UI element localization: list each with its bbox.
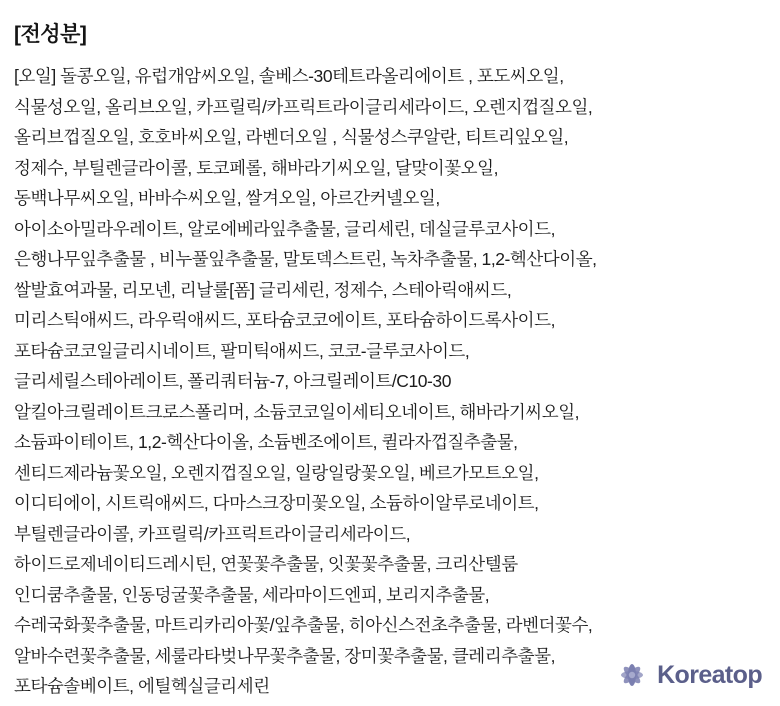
brand-name: Koreatop — [657, 660, 762, 689]
ingredient-line: 쌀발효여과물, 리모넨, 리날룰[폼] 글리세린, 정제수, 스테아릭애씨드, — [14, 279, 512, 300]
ingredient-line: 하이드로제네이티드레시틴, 연꽃꽃추출물, 잇꽃꽃추출물, 크리산텔룸 — [14, 554, 518, 575]
page-title: [전성분] — [14, 23, 87, 46]
ingredient-line: 글리세릴스테아레이트, 폴리쿼터늄-7, 아크릴레이트/C10-30 — [14, 371, 451, 392]
ingredient-line: 이디티에이, 시트릭애씨드, 다마스크장미꽃오일, 소듐하이알루로네이트, — [14, 493, 539, 514]
brand-watermark — [615, 658, 762, 692]
ingredient-line: [오일] 돌콩오일, 유럽개암씨오일, 솔베스-30테트라올리에이트 , 포도씨오일, — [14, 66, 564, 87]
ingredient-line: 알킬아크릴레이트크로스폴리머, 소듐코코일이세티오네이트, 해바라기씨오일, — [14, 401, 580, 422]
ingredient-line: 부틸렌글라이콜, 카프릴릭/카프릭트라이글리세라이드, — [14, 523, 411, 544]
ingredient-line: 은행나무잎추출물 , 비누풀잎추출물, 말토덱스트린, 녹차추출물, 1,2-헥산다이올, — [14, 249, 597, 270]
ingredient-line: 수레국화꽃추출물, 마트리카리아꽃/잎추출물, 히아신스전초추출물, 라벤더꽃수, — [14, 615, 593, 636]
ingredients-list — [14, 61, 766, 702]
ingredient-line: 소듐파이테이트, 1,2-헥산다이올, 소듐벤조에이트, 퀼라자껍질추출물, — [14, 432, 518, 453]
ingredient-line: 센티드제라늄꽃오일, 오렌지껍질오일, 일랑일랑꽃오일, 베르가모트오일, — [14, 462, 539, 483]
ingredient-line: 정제수, 부틸렌글라이콜, 토코페롤, 해바라기씨오일, 달맞이꽃오일, — [14, 157, 498, 178]
ingredient-line: 알바수련꽃추출물, 세룰라타벚나무꽃추출물, 장미꽃추출물, 클레리추출물, — [14, 645, 555, 666]
ingredient-line: 식물성오일, 올리브오일, 카프릴릭/카프릭트라이글리세라이드, 오렌지껍질오일, — [14, 96, 593, 117]
ingredient-line: 인디쿰추출물, 인동덩굴꽃추출물, 세라마이드엔피, 보리지추출물, — [14, 584, 490, 605]
ingredient-line: 아이소아밀라우레이트, 알로에베라잎추출물, 글리세린, 데실글루코사이드, — [14, 218, 555, 239]
ingredient-line: 포타슘코코일글리시네이트, 팔미틱애씨드, 코코-글루코사이드, — [14, 340, 470, 361]
ingredient-line: 동백나무씨오일, 바바수씨오일, 쌀겨오일, 아르간커넬오일, — [14, 188, 440, 209]
ingredient-line: 올리브껍질오일, 호호바씨오일, 라벤더오일 , 식물성스쿠알란, 티트리잎오일, — [14, 127, 569, 148]
lotus-flower-icon — [615, 658, 649, 692]
ingredient-line: 포타슘솔베이트, 에틸헥실글리세린 — [14, 676, 270, 697]
ingredient-line: 미리스틱애씨드, 라우릭애씨드, 포타슘코코에이트, 포타슘하이드록사이드, — [14, 310, 555, 331]
